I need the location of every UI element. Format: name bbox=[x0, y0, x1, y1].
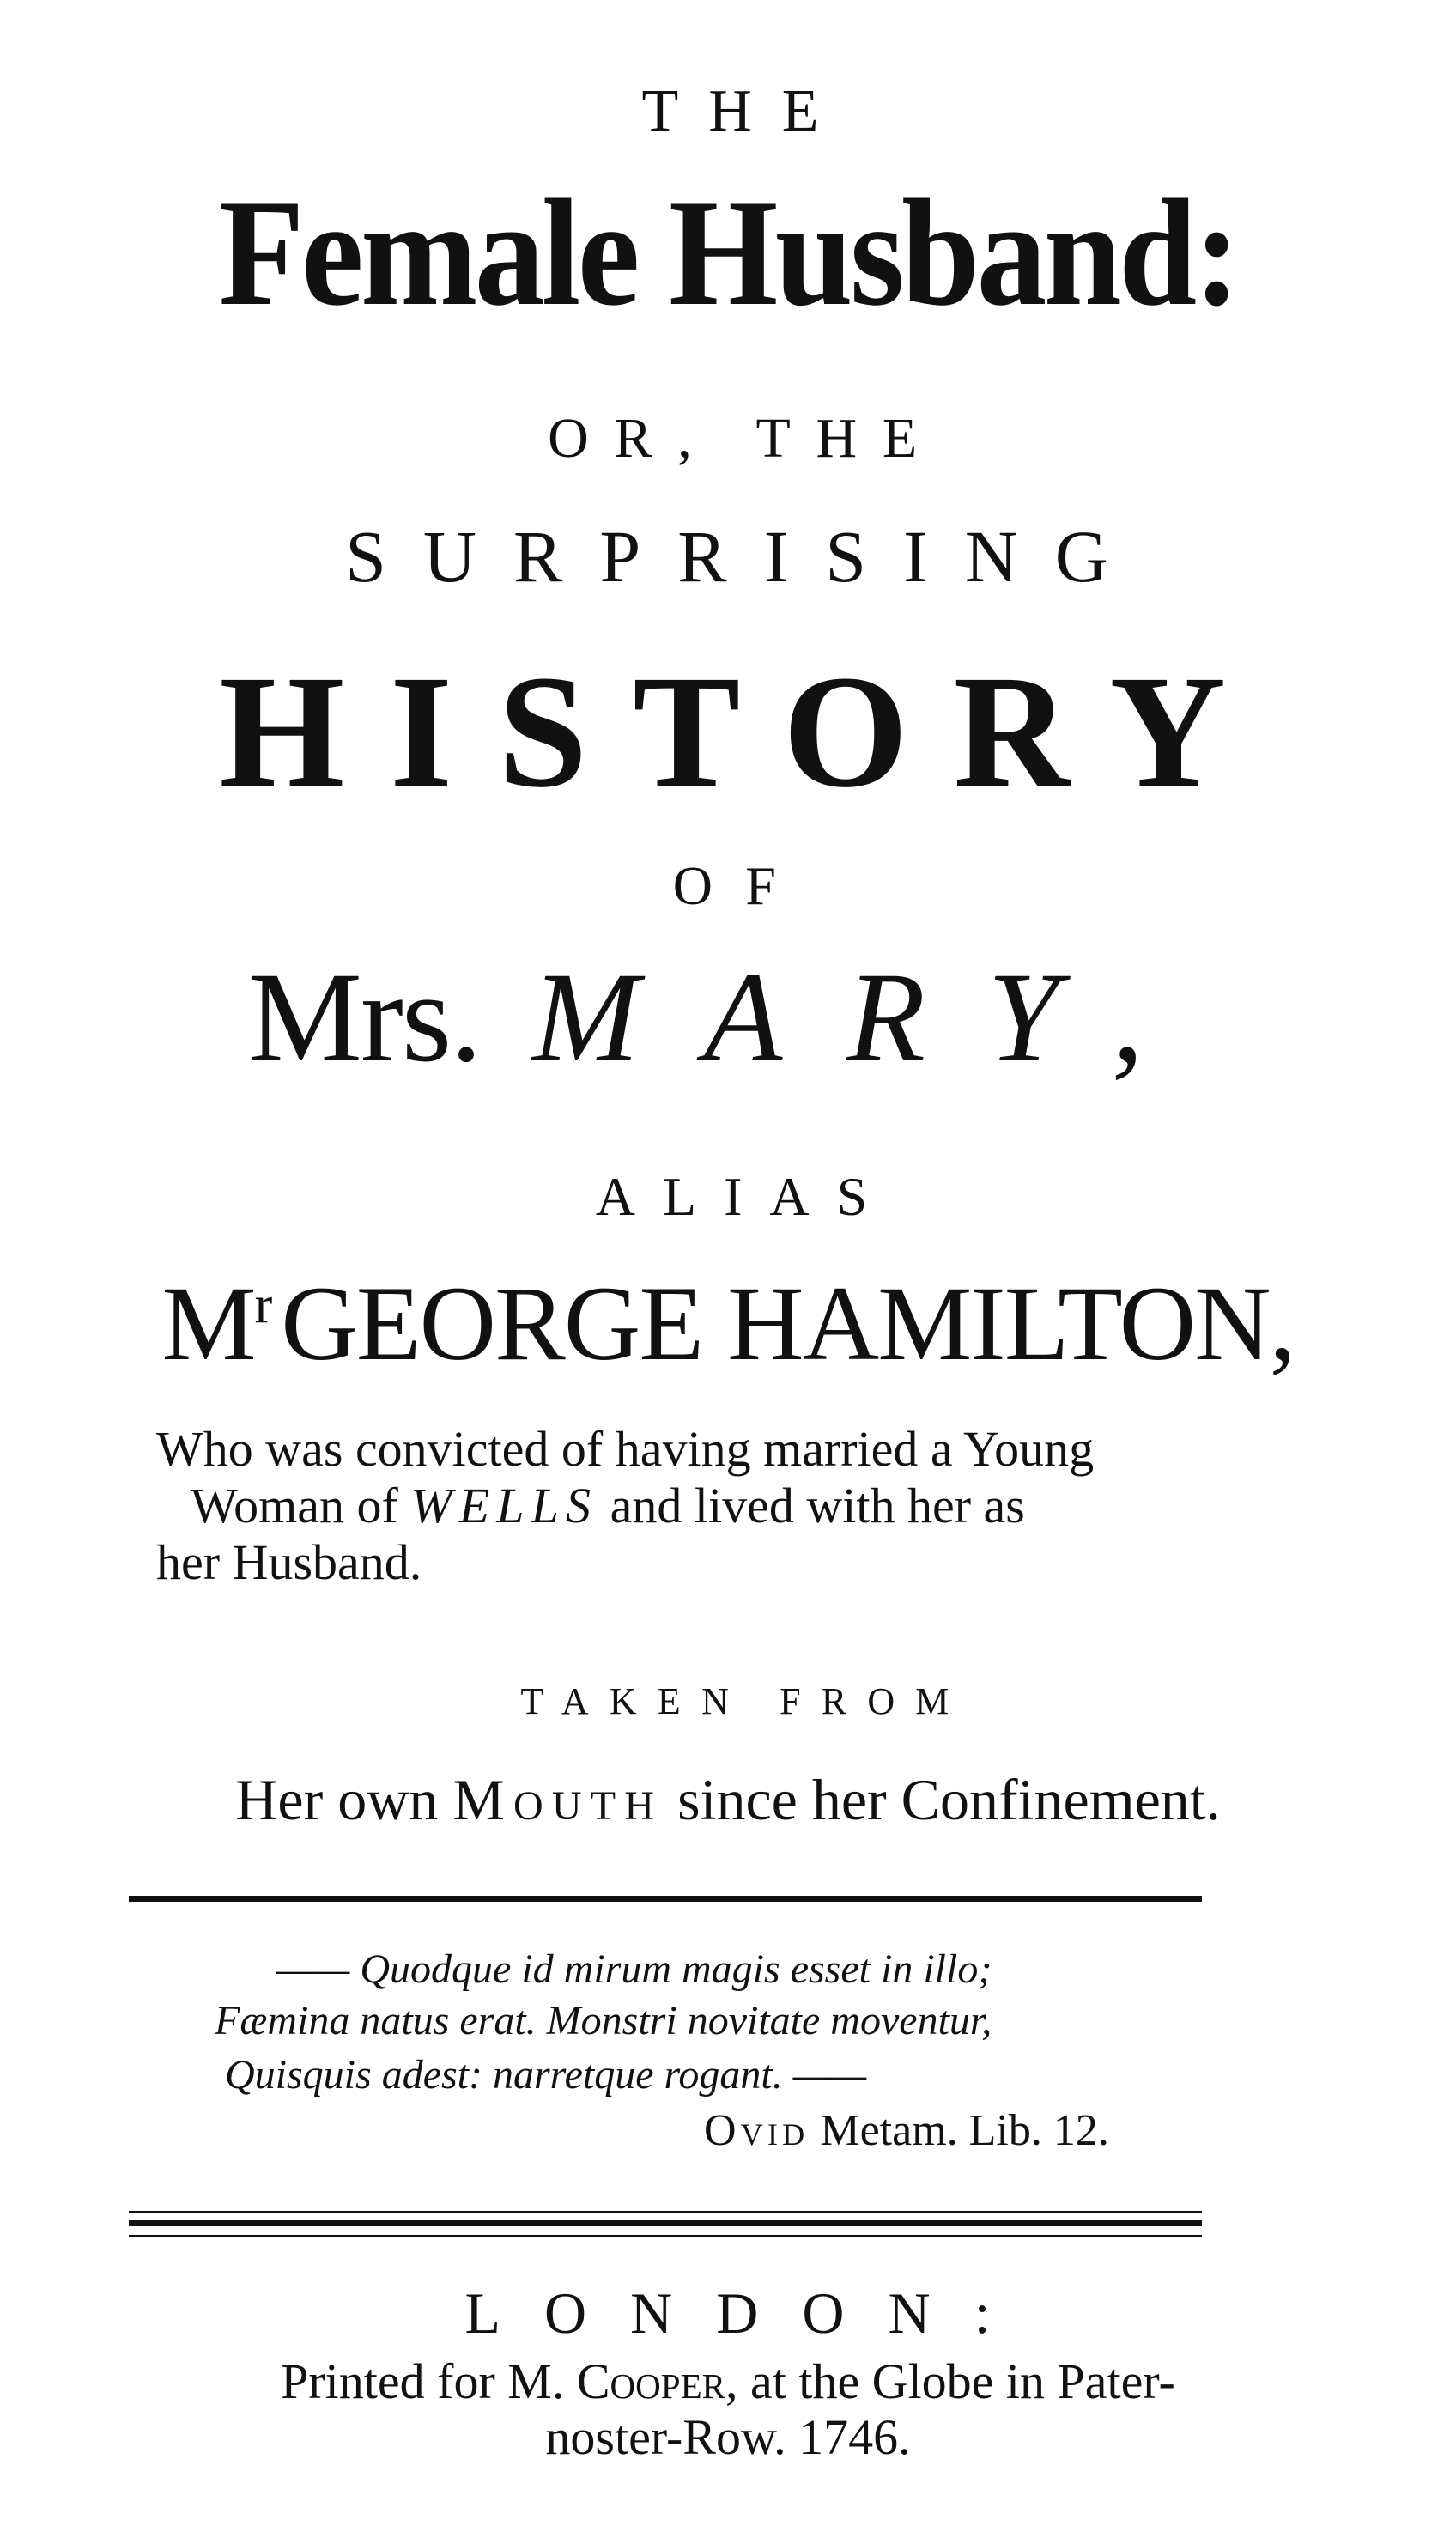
title-article: THE bbox=[641, 78, 849, 144]
cooper-text: Cooper bbox=[576, 2353, 725, 2409]
imprint-line-1-a: Printed for M. bbox=[281, 2353, 577, 2409]
divider-rule bbox=[129, 1896, 1202, 1902]
divider-rule bbox=[129, 2235, 1202, 2237]
description-line-3: her Husband. bbox=[156, 1534, 422, 1590]
mouth-line-b: since her Confinement. bbox=[663, 1767, 1221, 1832]
epigraph-attribution bbox=[704, 2106, 1109, 2155]
alias-label: ALIAS bbox=[595, 1166, 895, 1227]
ovid-text: Ovid bbox=[704, 2106, 810, 2155]
epigraph-line-3: Quisquis adest: narretque rogant. —— bbox=[225, 2052, 867, 2098]
divider-rule bbox=[129, 2211, 1202, 2213]
mr-superscript: r bbox=[254, 1275, 271, 1334]
subtitle-history: HISTORY bbox=[219, 641, 1271, 821]
mr-abbrev: M bbox=[161, 1265, 255, 1382]
description-line-2-b: and lived with her as bbox=[598, 1478, 1025, 1533]
wells-text: WELLS bbox=[410, 1478, 598, 1533]
imprint-line-1-b: , at the Globe in Pater- bbox=[725, 2353, 1175, 2409]
imprint-line-2: noster-Row. 1746. bbox=[545, 2409, 911, 2465]
epigraph-line-1: —— Quodque id mirum magis esset in illo; bbox=[276, 1946, 992, 1992]
attribution-rest: Metam. Lib. 12. bbox=[809, 2106, 1109, 2155]
divider-rule bbox=[129, 2220, 1202, 2226]
subtitle-of: OF bbox=[672, 855, 810, 916]
description-line-2-a: Woman of bbox=[191, 1478, 411, 1533]
main-title: Female Husband: bbox=[218, 167, 1238, 337]
george-hamilton-text: GEORGE HAMILTON, bbox=[281, 1265, 1295, 1382]
epigraph-line-2: Fæmina natus erat. Monstri novitate moventur, bbox=[215, 1998, 992, 2043]
subtitle-surprising: SURPRISING bbox=[345, 515, 1145, 598]
mrs-text: Mrs. bbox=[247, 946, 481, 1089]
taken-from-label: TAKEN FROM bbox=[520, 1680, 970, 1722]
mouth-line-a: Her own bbox=[235, 1767, 453, 1832]
imprint-line-1 bbox=[0, 2353, 1456, 2409]
imprint-london: LONDON: bbox=[464, 2280, 1034, 2346]
subtitle-or-the: OR, THE bbox=[548, 407, 943, 470]
description-line-2 bbox=[156, 1478, 1212, 1534]
description-line-1: Who was convicted of having married a Young bbox=[156, 1421, 1095, 1477]
name-george-hamilton bbox=[0, 1265, 1456, 1382]
description-paragraph bbox=[156, 1421, 1212, 1591]
mouth-text: Mouth bbox=[452, 1767, 664, 1832]
mouth-line bbox=[0, 1767, 1456, 1832]
name-mrs-mary bbox=[0, 946, 1456, 1089]
mary-text: MARY, bbox=[531, 946, 1209, 1089]
